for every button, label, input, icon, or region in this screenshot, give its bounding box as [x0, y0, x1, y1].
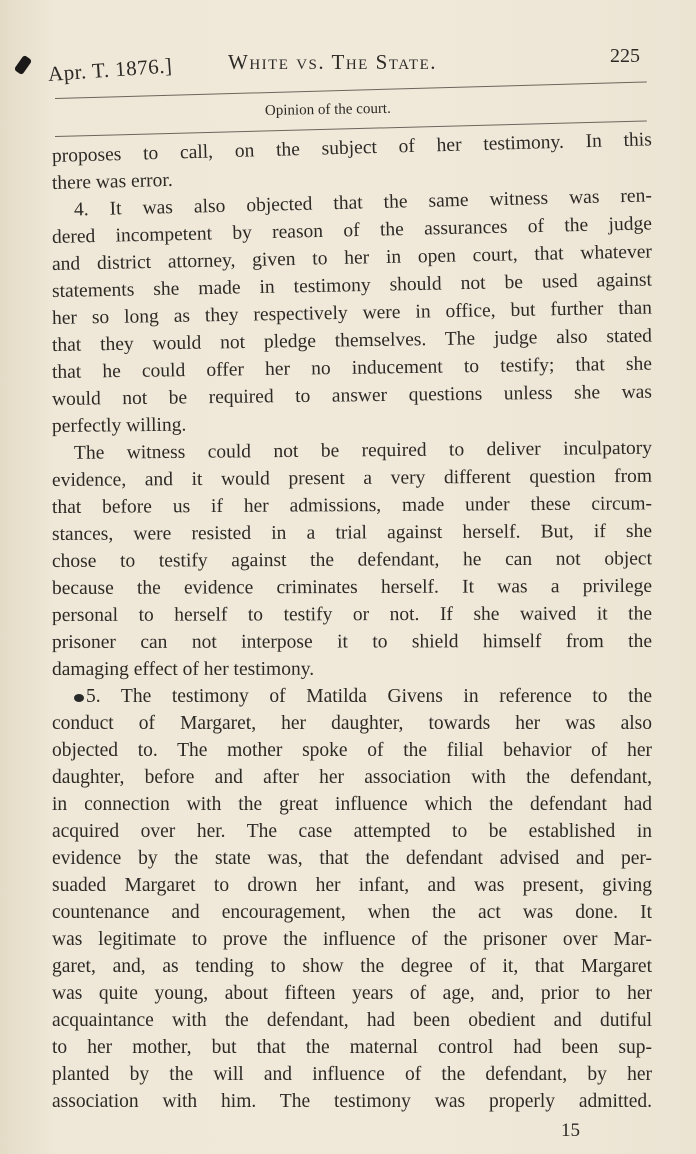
text-line: evidence by the state was, that the defendant advised and per- — [52, 848, 652, 869]
text-line: personal to herself to testify or not. If she waived it the — [51, 603, 653, 626]
text-line: proposes to call, on the subject of her testimony. In this — [51, 129, 653, 167]
text-line: prisoner can not interpose it to shield himself from the — [51, 630, 653, 653]
text-line: that they would not pledge themselves. The judge also stated — [51, 325, 653, 356]
text-line: acquired over her. The case attempted to be established in — [52, 821, 652, 842]
section-subheading: Opinion of the court. — [264, 100, 391, 119]
text-line: daughter, before and after her association with the defendant, — [52, 767, 652, 788]
running-head-title: White vs. The State. — [228, 50, 437, 74]
text-line: countenance and encouragement, when the act was done. It — [52, 902, 652, 923]
text-line: acquaintance with the defendant, had been obedient and dutiful — [52, 1010, 652, 1031]
text-line: that he could offer her no inducement to testify; that she — [51, 353, 653, 383]
text-line: her so long as they respectively were in office, but further than — [51, 297, 653, 329]
text-line: would not be required to answer questions unless she was — [51, 381, 653, 410]
text-line: association with him. The testimony was properly admitted. — [52, 1091, 652, 1112]
text-line: was legitimate to prove the influence of the prisoner over Mar- — [52, 929, 652, 950]
text-line: dered incompetent by reason of the assurances of the judge — [51, 213, 653, 248]
text-line: was quite young, about fifteen years of age, and, prior to her — [52, 983, 652, 1004]
text-line: objected to. The mother spoke of the filial behavior of her — [52, 740, 652, 761]
text-line: evidence, and it would present a very different question from — [51, 465, 653, 491]
text-line: suaded Margaret to drown her infant, and was present, giving — [52, 875, 652, 896]
running-head-date: Apr. T. 1876.] — [47, 53, 174, 86]
text-line: 4. It was also objected that the same witness was ren- — [73, 185, 653, 221]
text-line: conduct of Margaret, her daughter, towards her was also — [52, 713, 652, 734]
header-rule-top — [55, 81, 647, 99]
text-line: there was error. — [51, 169, 173, 194]
text-line: chose to testify against the defendant, he can not object — [51, 548, 653, 572]
text-line: The witness could not be required to deliver inculpatory — [73, 437, 653, 464]
text-line: planted by the will and influence of the defendant, by her — [52, 1064, 652, 1085]
body-text — [51, 129, 653, 1115]
page-number: 225 — [610, 45, 640, 67]
ink-mark-icon — [14, 55, 33, 75]
text-line-content: 5. The testimony of Matilda Givens in reference to the — [86, 686, 652, 707]
ink-blot-icon — [74, 694, 84, 702]
text-line: and district attorney, given to her in open court, that whatever — [51, 241, 653, 275]
text-line: perfectly willing. — [51, 414, 187, 437]
text-line: statements she made in testimony should not be used against — [51, 269, 653, 302]
signature-mark: 15 — [561, 1120, 580, 1141]
text-line: garet, and, as tending to show the degree of it, that Margaret — [52, 956, 652, 977]
text-line: damaging effect of her testimony. — [51, 658, 315, 680]
text-line: stances, were resisted in a trial against herself. But, if she — [51, 520, 653, 545]
text-line: that before us if her admissions, made under these circum- — [51, 493, 653, 518]
text-line: because the evidence criminates herself. It was a privilege — [51, 575, 653, 599]
text-line — [52, 683, 652, 710]
text-line: to her mother, but that the maternal control had been sup- — [52, 1037, 652, 1058]
text-line: in connection with the great influence which the defendant had — [52, 794, 652, 815]
